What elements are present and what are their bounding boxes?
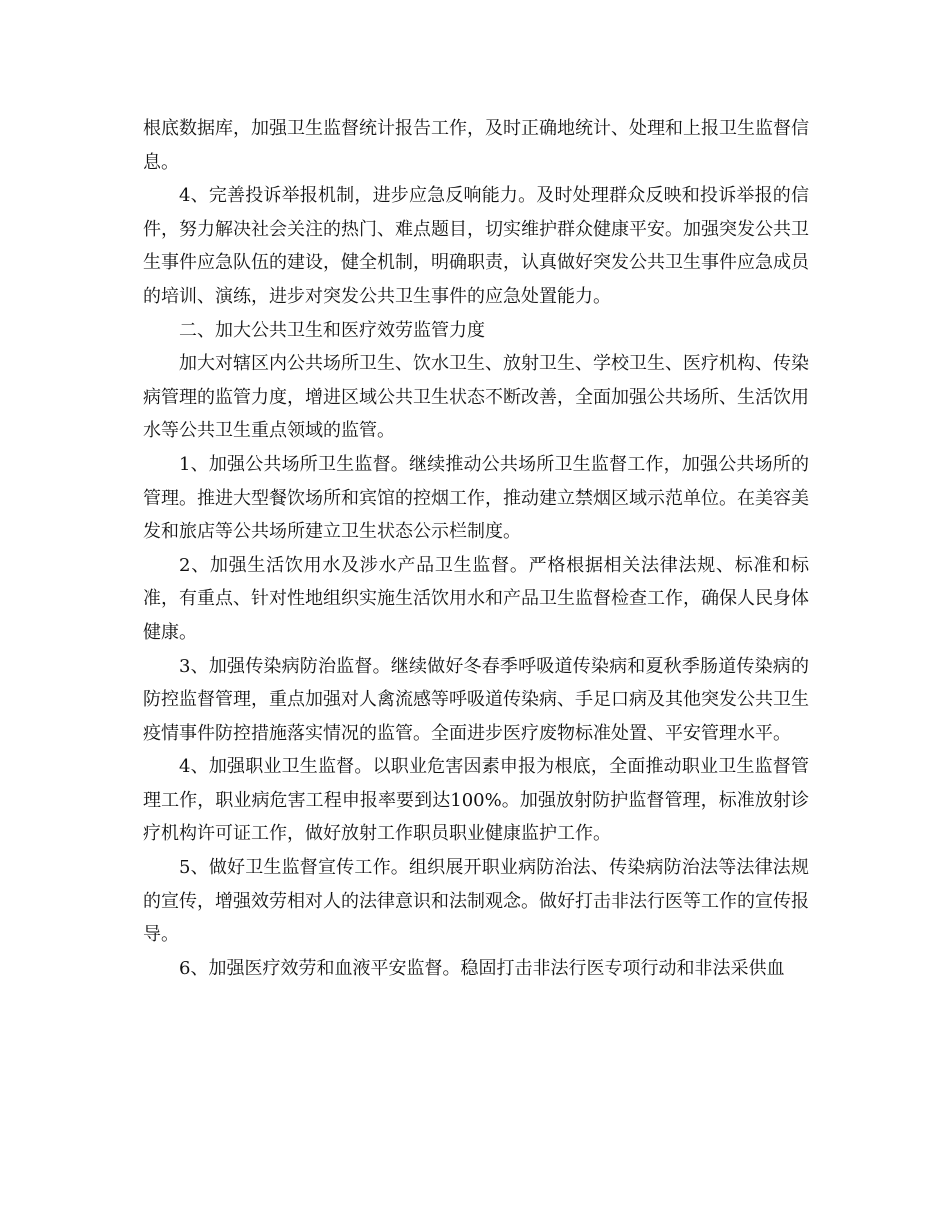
paragraph-section-intro: 加大对辖区内公共场所卫生、饮水卫生、放射卫生、学校卫生、医疗机构、传染病管理的监管力度，增进区域公共卫生状态不断改善，全面加强公共场所、生活饮用水等公共卫生重点领域的监管。	[143, 353, 809, 442]
document-body	[143, 112, 809, 985]
paragraph-drinking-water: 2、加强生活饮用水及涉水产品卫生监督。严格根据相关法律法规、标准和标准，有重点、针对性地组织实施生活饮用水和产品卫生监督检查工作，确保人民身体健康。	[143, 554, 809, 643]
paragraph-infectious-disease: 3、加强传染病防治监督。继续做好冬春季呼吸道传染病和夏秋季肠道传染病的防控监督管理，重点加强对人禽流感等呼吸道传染病、手足口病及其他突发公共卫生疫情事件防控措施落实情况的监管。全面进步医疗废物标准处置、平安管理水平。	[143, 655, 809, 744]
paragraph-complaint-mechanism: 4、完善投诉举报机制，进步应急反响能力。及时处理群众反映和投诉举报的信件，努力解决社会关注的热门、难点题目，切实维护群众健康平安。加强突发公共卫生事件应急队伍的建设，健全机制，明确职责，认真做好突发公共卫生事件应急成员的培训、演练，进步对突发公共卫生事件的应急处置能力。	[143, 185, 809, 307]
paragraph-public-places: 1、加强公共场所卫生监督。继续推动公共场所卫生监督工作，加强公共场所的管理。推进大型餐饮场所和宾馆的控烟工作，推动建立禁烟区域示范单位。在美容美发和旅店等公共场所建立卫生状态公示栏制度。	[143, 453, 809, 543]
paragraph-publicity: 5、做好卫生监督宣传工作。组织展开职业病防治法、传染病防治法等法律法规的宣传，增强效劳相对人的法律意识和法制观念。做好打击非法行医等工作的宣传报导。	[143, 857, 809, 946]
paragraph-continuation: 根底数据库，加强卫生监督统计报告工作，及时正确地统计、处理和上报卫生监督信息。	[143, 118, 809, 173]
paragraph-medical-blood-safety: 6、加强医疗效劳和血液平安监督。稳固打击非法行医专项行动和非法采供血	[179, 957, 785, 979]
section-heading-2: 二、加大公共卫生和医疗效劳监管力度	[179, 319, 485, 341]
paragraph-occupational-health: 4、加强职业卫生监督。以职业危害因素申报为根底，全面推动职业卫生监督管理工作，职业病危害工程申报率要到达100%。加强放射防护监督管理，标准放射诊疗机构许可证工作，做好放射工作职员职业健康监护工作。	[143, 756, 809, 845]
